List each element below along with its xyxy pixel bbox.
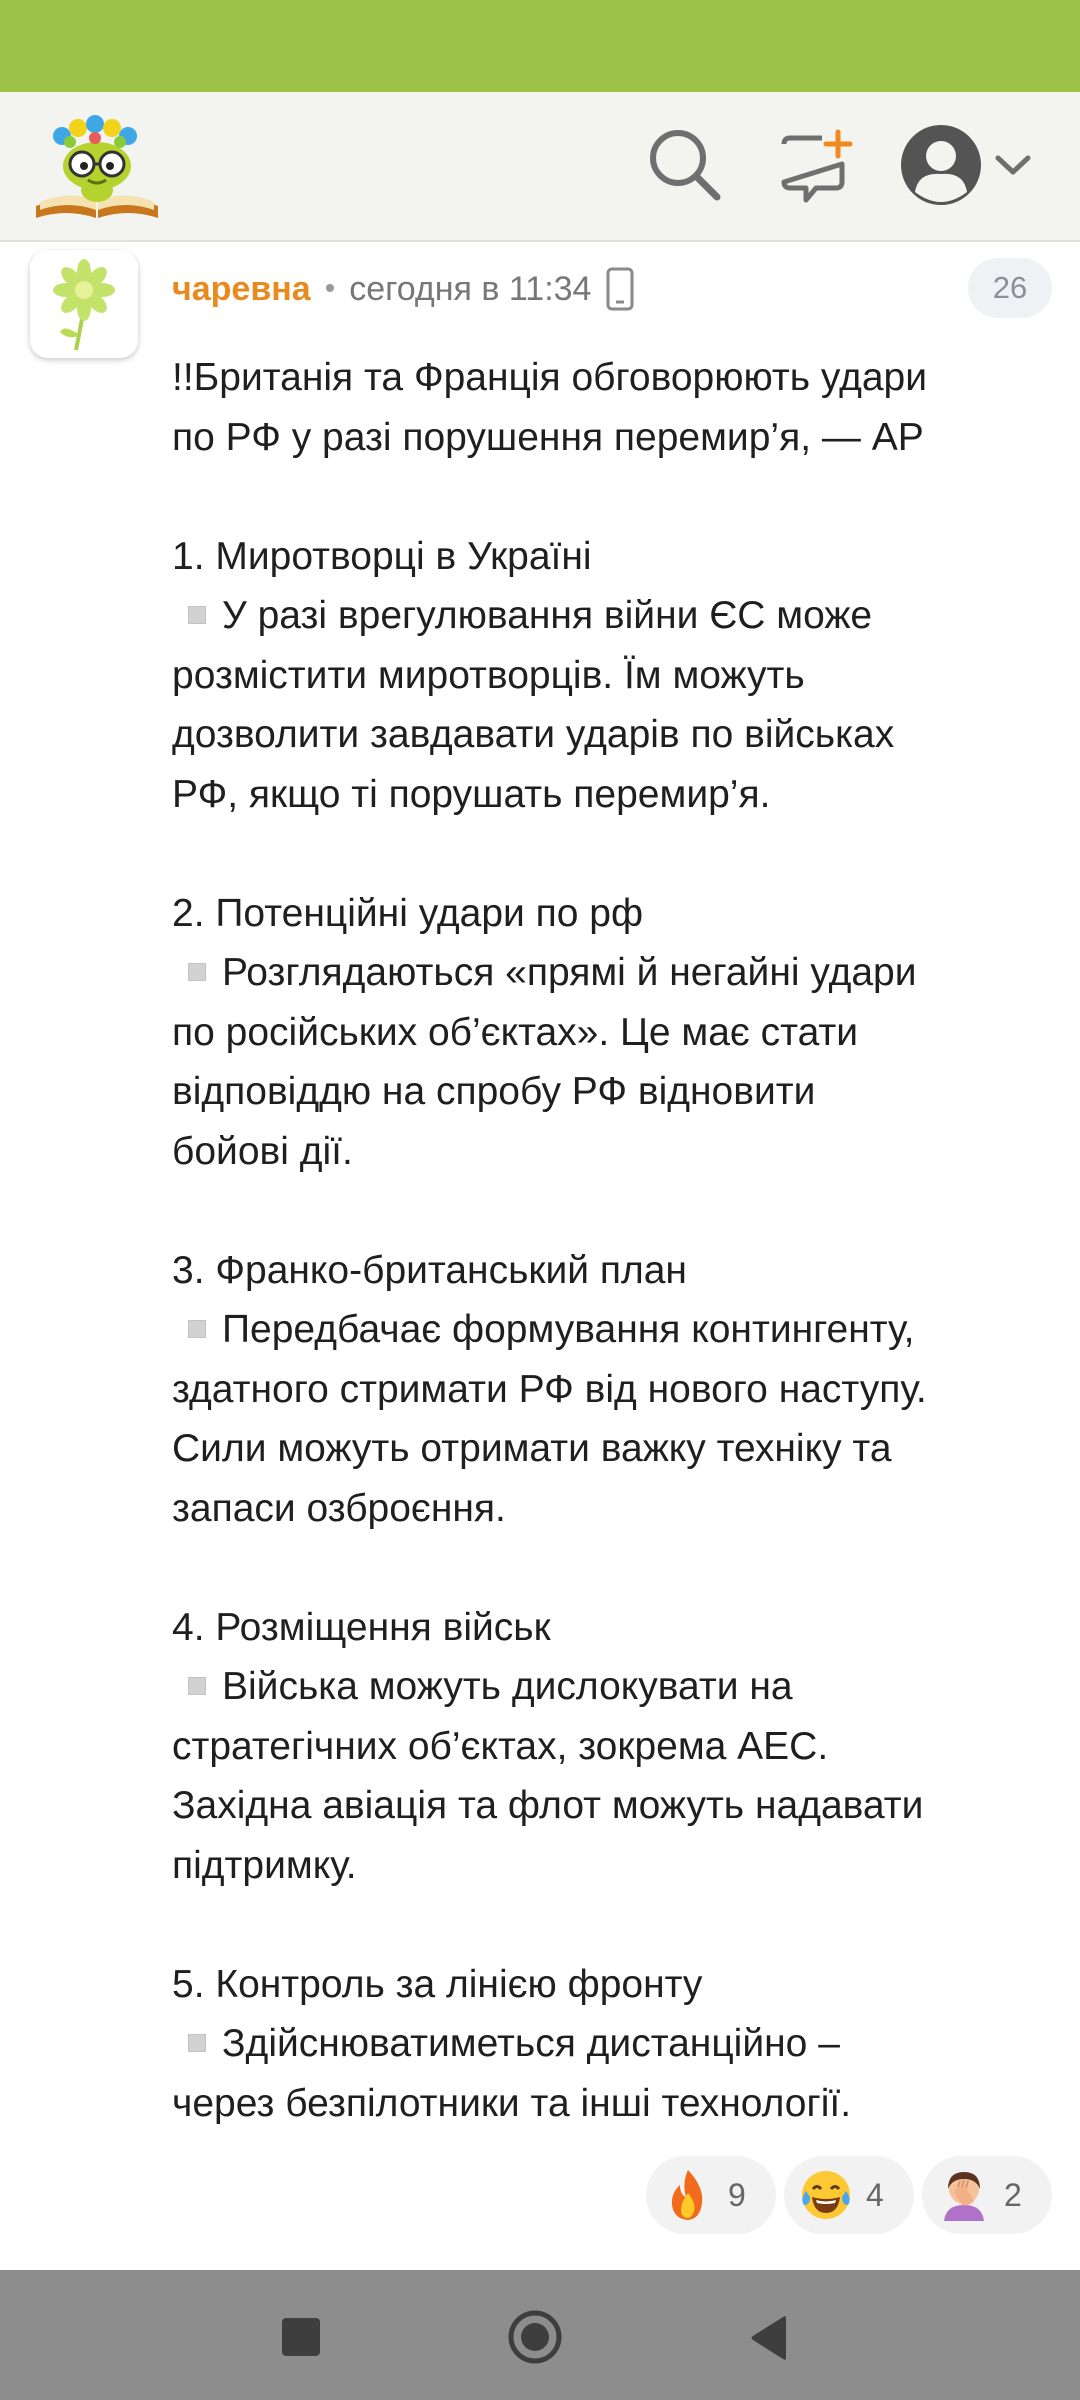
fire-icon: [660, 2167, 716, 2223]
post-time: сегодня в 11:34: [349, 269, 592, 308]
post-line-bullet: Передбачає формування контингенту,: [172, 1300, 1052, 1360]
reaction-count: 2: [1004, 2176, 1022, 2213]
post-line: !!Британія та Франція обговорюють удари: [172, 356, 928, 399]
post-line: розмістити миротворців. Їм можуть: [172, 653, 805, 697]
meta-separator: •: [324, 272, 336, 305]
author-name[interactable]: чаревна: [172, 269, 311, 308]
comment-count-badge[interactable]: 26: [968, 258, 1052, 318]
status-bar: [0, 0, 1080, 92]
post-line: по РФ у разі порушення перемир’я, — AP: [172, 415, 924, 459]
reaction-laughing[interactable]: [784, 2156, 914, 2234]
post-line: 1. Миротворці в Україні: [172, 534, 592, 578]
post-body: [172, 348, 1052, 2133]
post-line: через безпілотники та інші технології.: [172, 2081, 852, 2125]
bullet-icon: [188, 1320, 206, 1338]
author-avatar[interactable]: [30, 250, 138, 358]
post-line: здатного стримати РФ від нового наступу.: [172, 1367, 927, 1411]
reaction-facepalm[interactable]: [922, 2156, 1052, 2234]
bullet-icon: [188, 1677, 206, 1695]
post-meta: [172, 264, 635, 314]
post-line: Західна авіація та флот можуть надавати: [172, 1784, 924, 1827]
mobile-device-icon: [605, 266, 635, 312]
new-message-icon[interactable]: [776, 128, 854, 206]
bookworm-logo-icon[interactable]: [32, 110, 162, 222]
reactions-bar: [0, 2156, 1080, 2236]
bullet-icon: [188, 2034, 206, 2052]
post-line: 4. Розміщення військ: [172, 1605, 551, 1649]
facepalm-icon: [936, 2167, 992, 2223]
post-line: дозволити завдавати ударів по військах: [172, 713, 895, 756]
bullet-icon: [188, 606, 206, 624]
user-avatar-icon: [898, 122, 984, 208]
post-line: Сили можуть отримати важку техніку та: [172, 1427, 892, 1470]
post-line: відповіддю на спробу РФ відновити: [172, 1070, 816, 1113]
search-icon[interactable]: [644, 124, 724, 204]
reaction-fire[interactable]: [646, 2156, 776, 2234]
post-line: 3. Франко-британський план: [172, 1248, 687, 1292]
reaction-count: 9: [728, 2176, 746, 2213]
bullet-icon: [188, 963, 206, 981]
post-card: [0, 242, 1080, 2268]
post-line: 5. Контроль за лінією фронту: [172, 1962, 703, 2006]
post-line: запаси озброєння.: [172, 1486, 506, 1530]
post-line-bullet: Здійснюватиметься дистанційно –: [172, 2014, 1052, 2074]
chevron-down-icon: [994, 152, 1032, 178]
post-line-bullet: Розглядаються «прямі й негайні удари: [172, 943, 1052, 1003]
post-line: 2. Потенційні удари по рф: [172, 891, 644, 935]
circle-icon[interactable]: [506, 2308, 564, 2366]
square-icon[interactable]: [280, 2316, 322, 2358]
post-line-bullet: У разі врегулювання війни ЄС може: [172, 586, 1052, 646]
post-line-bullet: Війська можуть дислокувати на: [172, 1657, 1052, 1717]
post-line: по російських об’єктах». Це має стати: [172, 1010, 859, 1054]
laughing-tears-icon: [798, 2167, 854, 2223]
post-line: стратегічних об’єктах, зокрема АЕС.: [172, 1724, 829, 1768]
post-line: РФ, якщо ті порушать перемир’я.: [172, 772, 771, 816]
reaction-count: 4: [866, 2176, 884, 2213]
daisy-icon: [30, 250, 138, 358]
post-line: бойові дії.: [172, 1129, 353, 1173]
post-line: підтримку.: [172, 1843, 357, 1887]
profile-menu-button[interactable]: [898, 122, 1038, 208]
triangle-back-icon[interactable]: [748, 2314, 790, 2362]
system-nav-bar: [0, 2270, 1080, 2400]
app-header: [0, 92, 1080, 242]
